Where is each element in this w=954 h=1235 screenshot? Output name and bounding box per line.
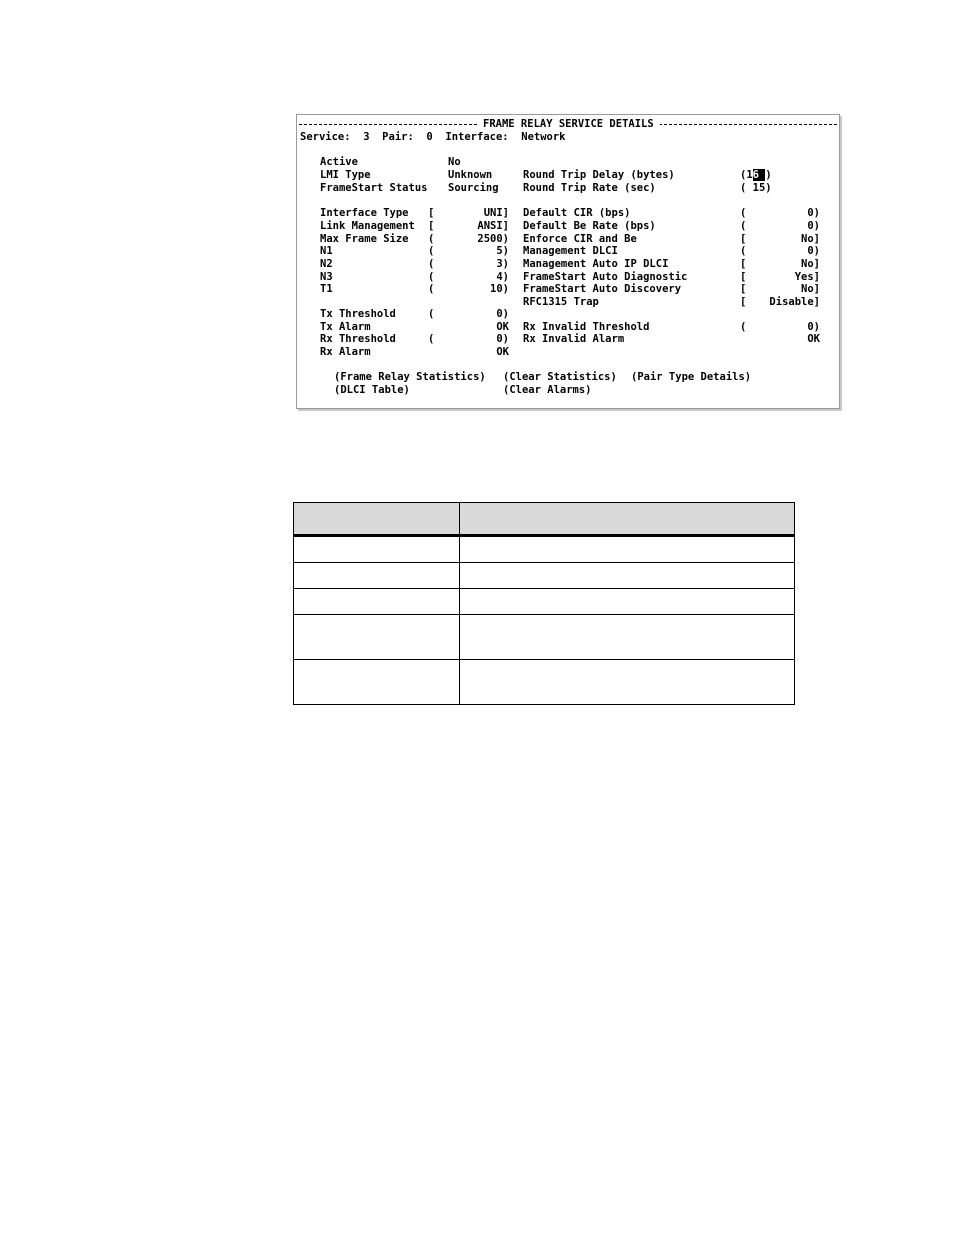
rfc1315-trap-label: RFC1315 Trap	[523, 296, 599, 308]
n2-field[interactable]: 3)	[496, 258, 509, 270]
enforce-cir-field[interactable]: No]	[801, 233, 820, 245]
t1-label: T1	[320, 283, 333, 295]
max-frame-size-bracket: (	[428, 233, 435, 245]
rx-alarm-value: OK	[496, 346, 509, 358]
enforce-cir-bracket: [	[740, 233, 747, 245]
clear-statistics-link[interactable]: (Clear Statistics)	[503, 371, 617, 383]
rx-threshold-label: Rx Threshold	[320, 333, 396, 345]
enforce-cir-label: Enforce CIR and Be	[523, 233, 637, 245]
table-row	[294, 589, 795, 615]
round-trip-delay-label: Round Trip Delay (bytes)	[523, 169, 675, 181]
n1-field[interactable]: 5)	[496, 245, 509, 257]
rx-threshold-bracket: (	[428, 333, 435, 345]
rx-invalid-threshold-label: Rx Invalid Threshold	[523, 321, 650, 333]
interface-type-label: Interface Type	[320, 207, 409, 219]
rx-alarm-label: Rx Alarm	[320, 346, 371, 358]
table-cell	[460, 589, 795, 615]
rfc1315-trap-bracket: [	[740, 296, 747, 308]
round-trip-delay-field[interactable]: (16 )	[740, 169, 772, 181]
interface-type-bracket: [	[428, 207, 435, 219]
management-auto-ip-dlci-field[interactable]: No]	[801, 258, 820, 270]
n1-bracket: (	[428, 245, 435, 257]
dlci-table-link[interactable]: (DLCI Table)	[334, 384, 410, 396]
management-auto-ip-dlci-bracket: [	[740, 258, 747, 270]
tx-threshold-label: Tx Threshold	[320, 308, 396, 320]
default-cir-bracket: (	[740, 207, 747, 219]
max-frame-size-field[interactable]: 2500)	[477, 233, 509, 245]
n2-bracket: (	[428, 258, 435, 270]
table-cell	[460, 563, 795, 589]
framestart-status-value: Sourcing	[448, 182, 499, 194]
t1-bracket: (	[428, 283, 435, 295]
frame-relay-statistics-link[interactable]: (Frame Relay Statistics)	[334, 371, 486, 383]
management-auto-ip-dlci-label: Management Auto IP DLCI	[523, 258, 669, 270]
max-frame-size-label: Max Frame Size	[320, 233, 409, 245]
table-row	[294, 536, 795, 563]
table-cell	[294, 536, 460, 563]
screen-title: FRAME RELAY SERVICE DETAILS	[477, 118, 660, 130]
link-management-bracket: [	[428, 220, 435, 232]
framestart-auto-diagnostic-bracket: [	[740, 271, 747, 283]
rx-invalid-alarm-label: Rx Invalid Alarm	[523, 333, 625, 345]
active-label: Active	[320, 156, 358, 168]
table-row	[294, 615, 795, 660]
default-cir-field[interactable]: 0)	[807, 207, 820, 219]
table-cell	[294, 615, 460, 660]
rx-invalid-alarm-value: OK	[807, 333, 820, 345]
table-header-cell	[294, 503, 460, 536]
framestart-auto-discovery-bracket: [	[740, 283, 747, 295]
link-management-label: Link Management	[320, 220, 415, 232]
framestart-auto-discovery-label: FrameStart Auto Discovery	[523, 283, 682, 295]
default-be-rate-bracket: (	[740, 220, 747, 232]
default-be-rate-field[interactable]: 0)	[807, 220, 820, 232]
rx-threshold-field[interactable]: 0)	[496, 333, 509, 345]
lmi-type-label: LMI Type	[320, 169, 371, 181]
field-description-table	[293, 502, 795, 705]
n2-label: N2	[320, 258, 333, 270]
n3-bracket: (	[428, 271, 435, 283]
terminal-window	[296, 114, 840, 409]
n3-field[interactable]: 4)	[496, 271, 509, 283]
table-header-row	[294, 503, 795, 536]
clear-alarms-link[interactable]: (Clear Alarms)	[503, 384, 592, 396]
table-cell	[460, 536, 795, 563]
framestart-auto-diagnostic-label: FrameStart Auto Diagnostic	[523, 271, 688, 283]
text-cursor: 6	[752, 169, 766, 181]
round-trip-rate-field[interactable]: ( 15)	[740, 182, 772, 194]
table-cell	[294, 660, 460, 705]
table-header-cell	[460, 503, 795, 536]
service-line: Service: 3 Pair: 0 Interface: Network	[300, 131, 566, 143]
pair-type-details-link[interactable]: (Pair Type Details)	[631, 371, 752, 383]
tx-threshold-field[interactable]: 0)	[496, 308, 509, 320]
tx-threshold-bracket: (	[428, 308, 435, 320]
framestart-auto-discovery-field[interactable]: No]	[801, 283, 820, 295]
lmi-type-value: Unknown	[448, 169, 493, 181]
framestart-auto-diagnostic-field[interactable]: Yes]	[794, 271, 820, 283]
rx-invalid-threshold-bracket: (	[740, 321, 747, 333]
t1-field[interactable]: 10)	[490, 283, 509, 295]
management-dlci-label: Management DLCI	[523, 245, 618, 257]
table-cell	[294, 563, 460, 589]
n1-label: N1	[320, 245, 333, 257]
table-row	[294, 660, 795, 705]
round-trip-rate-label: Round Trip Rate (sec)	[523, 182, 656, 194]
table-row	[294, 563, 795, 589]
tx-alarm-value: OK	[496, 321, 509, 333]
rfc1315-trap-field[interactable]: Disable]	[769, 296, 820, 308]
table-cell	[460, 615, 795, 660]
framestart-status-label: FrameStart Status	[320, 182, 428, 194]
default-be-rate-label: Default Be Rate (bps)	[523, 220, 656, 232]
link-management-field[interactable]: ANSI]	[477, 220, 509, 232]
interface-type-field[interactable]: UNI]	[483, 207, 509, 219]
rx-invalid-threshold-field[interactable]: 0)	[807, 321, 820, 333]
tx-alarm-label: Tx Alarm	[320, 321, 371, 333]
active-value: No	[448, 156, 461, 168]
table-cell	[460, 660, 795, 705]
default-cir-label: Default CIR (bps)	[523, 207, 631, 219]
management-dlci-field[interactable]: 0)	[807, 245, 820, 257]
table-cell	[294, 589, 460, 615]
management-dlci-bracket: (	[740, 245, 747, 257]
n3-label: N3	[320, 271, 333, 283]
